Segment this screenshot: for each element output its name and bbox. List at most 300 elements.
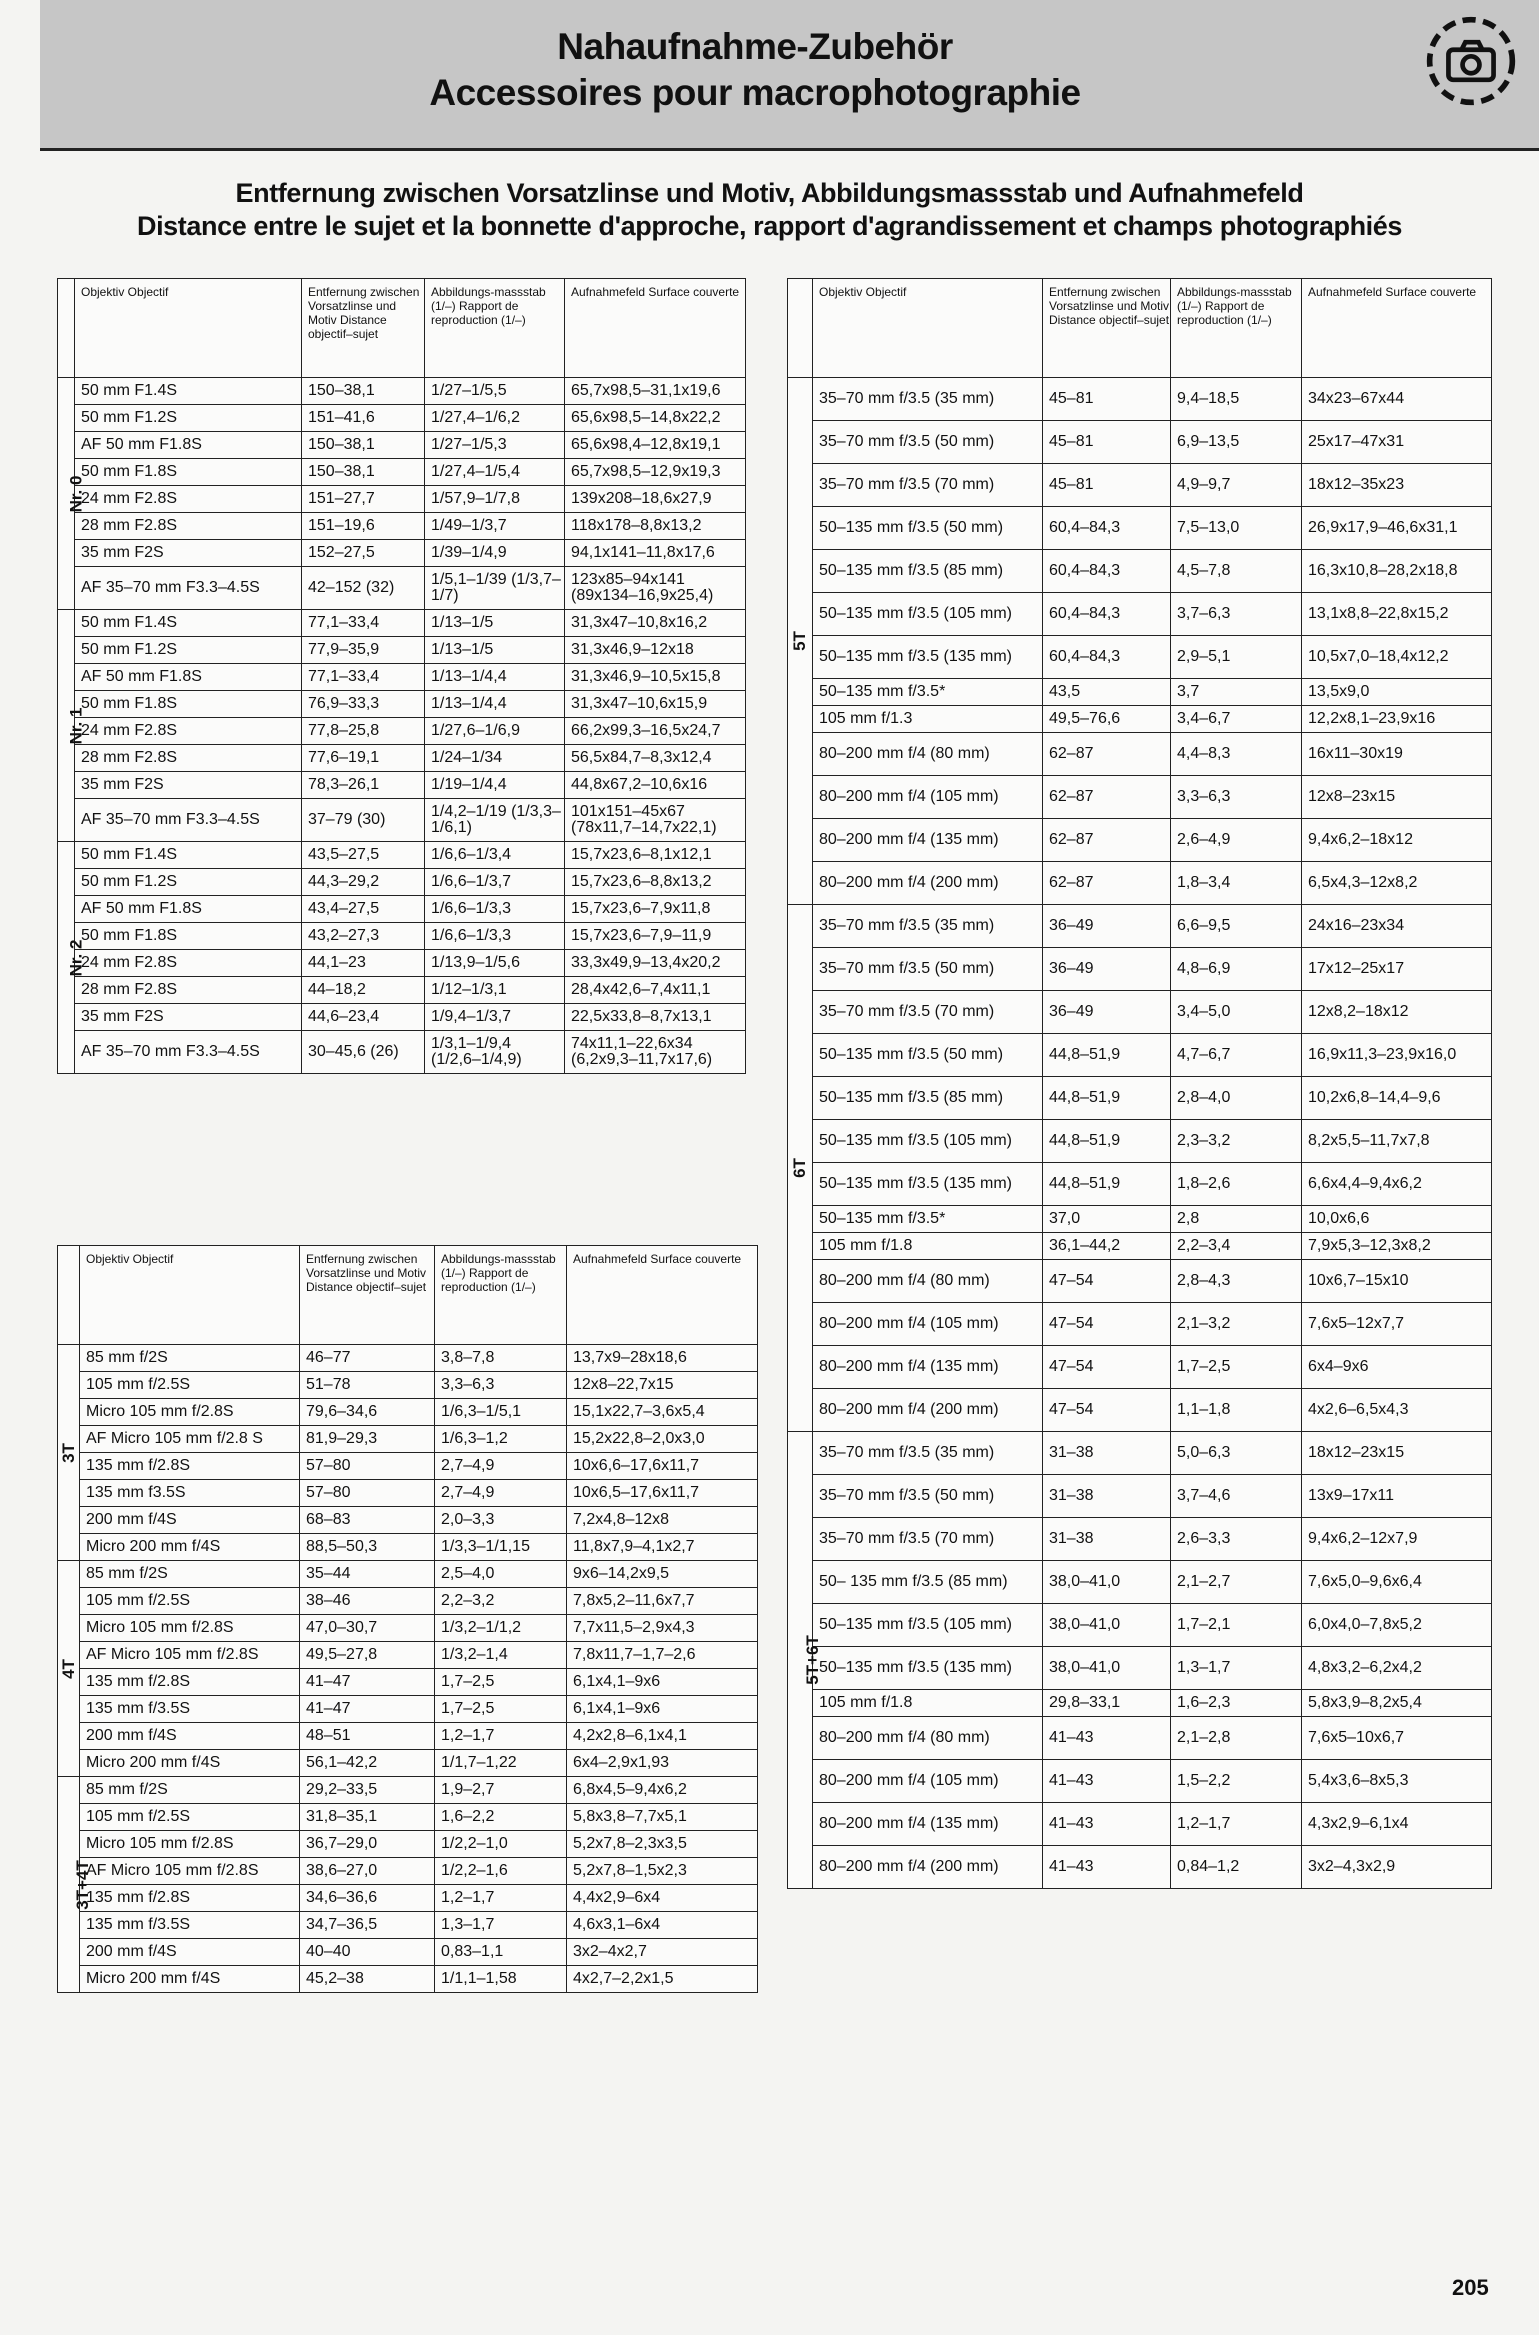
cell-field: 4x2,7–2,2x1,5: [567, 1966, 758, 1993]
cell-field: 5,8x3,9–8,2x5,4: [1302, 1690, 1492, 1717]
cell-distance: 150–38,1: [302, 378, 425, 405]
cell-objective: 80–200 mm f/4 (200 mm): [813, 1389, 1043, 1432]
cell-ratio: 1,9–2,7: [435, 1777, 567, 1804]
table-row: [58, 745, 746, 772]
cell-ratio: 2,7–4,9: [435, 1453, 567, 1480]
cell-ratio: 2,9–5,1: [1171, 636, 1302, 679]
cell-ratio: 3,3–6,3: [1171, 776, 1302, 819]
cell-ratio: 1/2,2–1,6: [435, 1858, 567, 1885]
table-row: [58, 1885, 758, 1912]
cell-field: 18x12–35x23: [1302, 464, 1492, 507]
cell-field: 7,6x5–12x7,7: [1302, 1303, 1492, 1346]
cell-ratio: 2,8–4,3: [1171, 1260, 1302, 1303]
cell-ratio: 2,6–4,9: [1171, 819, 1302, 862]
table-row: [788, 991, 1492, 1034]
cell-field: 15,7x23,6–7,9–11,9: [565, 923, 746, 950]
group-label-text: 5T: [790, 631, 809, 651]
cell-field: 15,2x22,8–2,0x3,0: [567, 1426, 758, 1453]
cell-field: 123x85–94x141 (89x134–16,9x25,4): [565, 567, 746, 610]
table-row: [788, 1803, 1492, 1846]
cell-objective: 50–135 mm f/3.5 (105 mm): [813, 593, 1043, 636]
table-row: [58, 869, 746, 896]
table-row: [58, 432, 746, 459]
cell-objective: 80–200 mm f/4 (105 mm): [813, 776, 1043, 819]
cell-ratio: 1/24–1/34: [425, 745, 565, 772]
cell-distance: 62–87: [1043, 862, 1171, 905]
cell-objective: AF 35–70 mm F3.3–4.5S: [75, 799, 302, 842]
cell-field: 6,6x4,4–9,4x6,2: [1302, 1163, 1492, 1206]
cell-field: 56,5x84,7–8,3x12,4: [565, 745, 746, 772]
cell-objective: 35–70 mm f/3.5 (35 mm): [813, 378, 1043, 421]
page-title-de: Nahaufnahme-Zubehör: [557, 26, 953, 67]
cell-ratio: 2,5–4,0: [435, 1561, 567, 1588]
cell-objective: 50–135 mm f/3.5 (50 mm): [813, 1034, 1043, 1077]
table-row: [58, 1750, 758, 1777]
cell-distance: 44,6–23,4: [302, 1004, 425, 1031]
group-label-text: 3T: [58, 1442, 78, 1463]
cell-distance: 47–54: [1043, 1389, 1171, 1432]
cell-ratio: 3,4–5,0: [1171, 991, 1302, 1034]
cell-ratio: 4,7–6,7: [1171, 1034, 1302, 1077]
cell-distance: 60,4–84,3: [1043, 636, 1171, 679]
table-row: [788, 1475, 1492, 1518]
table-row: [788, 1206, 1492, 1233]
cell-ratio: 1,7–2,5: [435, 1669, 567, 1696]
cell-distance: 31–38: [1043, 1475, 1171, 1518]
table-header-row: [788, 279, 1492, 378]
cell-field: 13,5x9,0: [1302, 679, 1492, 706]
cell-ratio: 1,7–2,1: [1171, 1604, 1302, 1647]
cell-field: 10x6,6–17,6x11,7: [567, 1453, 758, 1480]
table-row: [788, 507, 1492, 550]
cell-ratio: 1/27,4–1/6,2: [425, 405, 565, 432]
cell-ratio: 1,3–1,7: [1171, 1647, 1302, 1690]
cell-ratio: 9,4–18,5: [1171, 378, 1302, 421]
cell-objective: AF 50 mm F1.8S: [75, 432, 302, 459]
cell-field: 10,0x6,6: [1302, 1206, 1492, 1233]
cell-ratio: 4,9–9,7: [1171, 464, 1302, 507]
cell-field: 7,8x5,2–11,6x7,7: [567, 1588, 758, 1615]
cell-ratio: 1/6,6–1/3,4: [425, 842, 565, 869]
table-row: [788, 679, 1492, 706]
group-label-text: 6T: [790, 1158, 809, 1178]
table-row: [58, 1777, 758, 1804]
cell-ratio: 1,6–2,3: [1171, 1690, 1302, 1717]
cell-distance: 34,7–36,5: [300, 1912, 435, 1939]
cell-objective: 50–135 mm f/3.5 (50 mm): [813, 507, 1043, 550]
cell-distance: 57–80: [300, 1453, 435, 1480]
cell-objective: 50–135 mm f/3.5 (135 mm): [813, 1163, 1043, 1206]
cell-objective: 50–135 mm f/3.5 (105 mm): [813, 1604, 1043, 1647]
group-label-text: Nr. 1: [66, 707, 86, 744]
cell-distance: 41–43: [1043, 1803, 1171, 1846]
cell-ratio: 1/57,9–1/7,8: [425, 486, 565, 513]
cell-distance: 76,9–33,3: [302, 691, 425, 718]
cell-objective: 105 mm f/2.5S: [80, 1804, 300, 1831]
cell-ratio: 5,0–6,3: [1171, 1432, 1302, 1475]
cell-distance: 60,4–84,3: [1043, 593, 1171, 636]
cell-ratio: 1/1,1–1,58: [435, 1966, 567, 1993]
col-distance: Entfernung zwischen Vorsatzlinse und Motiv Distance objectif–sujet: [302, 279, 425, 378]
col-objective: Objektiv Objectif: [75, 279, 302, 378]
cell-field: 31,3x47–10,6x15,9: [565, 691, 746, 718]
cell-distance: 46–77: [300, 1345, 435, 1372]
cell-ratio: 2,6–3,3: [1171, 1518, 1302, 1561]
table-row: [58, 1031, 746, 1074]
table-row: [788, 1432, 1492, 1475]
table-row: [58, 1426, 758, 1453]
cell-distance: 38–46: [300, 1588, 435, 1615]
cell-ratio: 1/6,3–1,2: [435, 1426, 567, 1453]
cell-field: 8,2x5,5–11,7x7,8: [1302, 1120, 1492, 1163]
cell-distance: 43,4–27,5: [302, 896, 425, 923]
cell-objective: 28 mm F2.8S: [75, 745, 302, 772]
cell-objective: Micro 105 mm f/2.8S: [80, 1615, 300, 1642]
table-zoom-lenses: [787, 278, 1492, 1889]
cell-field: 6,0x4,0–7,8x5,2: [1302, 1604, 1492, 1647]
cell-objective: 50 mm F1.8S: [75, 691, 302, 718]
group-label: [58, 1777, 92, 1993]
group-label: [58, 378, 86, 610]
cell-ratio: 1,5–2,2: [1171, 1760, 1302, 1803]
cell-ratio: 2,1–2,7: [1171, 1561, 1302, 1604]
cell-field: 66,2x99,3–16,5x24,7: [565, 718, 746, 745]
cell-ratio: 1/27,4–1/5,4: [425, 459, 565, 486]
cell-distance: 29,8–33,1: [1043, 1690, 1171, 1717]
cell-distance: 41–43: [1043, 1760, 1171, 1803]
cell-objective: Micro 200 mm f/4S: [80, 1750, 300, 1777]
cell-objective: 80–200 mm f/4 (200 mm): [813, 862, 1043, 905]
table-row: [788, 421, 1492, 464]
cell-objective: 50–135 mm f/3.5 (135 mm): [813, 636, 1043, 679]
cell-ratio: 2,8: [1171, 1206, 1302, 1233]
cell-distance: 152–27,5: [302, 540, 425, 567]
cell-distance: 48–51: [300, 1723, 435, 1750]
cell-distance: 30–45,6 (26): [302, 1031, 425, 1074]
col-field: Aufnahmefeld Surface couverte: [565, 279, 746, 378]
table-row: [58, 1966, 758, 1993]
cell-objective: AF Micro 105 mm f/2.8 S: [80, 1426, 300, 1453]
cell-objective: 50 mm F1.2S: [75, 405, 302, 432]
table-row: [58, 637, 746, 664]
table-row: [58, 1345, 758, 1372]
cell-field: 31,3x46,9–12x18: [565, 637, 746, 664]
table-row: [788, 1346, 1492, 1389]
cell-field: 6,1x4,1–9x6: [567, 1696, 758, 1723]
table-row: [788, 1846, 1492, 1889]
cell-objective: 35–70 mm f/3.5 (70 mm): [813, 1518, 1043, 1561]
cell-distance: 47,0–30,7: [300, 1615, 435, 1642]
cell-ratio: 2,0–3,3: [435, 1507, 567, 1534]
cell-objective: 200 mm f/4S: [80, 1507, 300, 1534]
cell-field: 118x178–8,8x13,2: [565, 513, 746, 540]
cell-field: 7,8x11,7–1,7–2,6: [567, 1642, 758, 1669]
cell-objective: 135 mm f/3.5S: [80, 1696, 300, 1723]
cell-field: 12x8–23x15: [1302, 776, 1492, 819]
table-row: [788, 1233, 1492, 1260]
table-row: [788, 1260, 1492, 1303]
table-row: [58, 1669, 758, 1696]
cell-field: 11,8x7,9–4,1x2,7: [567, 1534, 758, 1561]
cell-objective: 80–200 mm f/4 (80 mm): [813, 1717, 1043, 1760]
cell-ratio: 1/6,6–1/3,3: [425, 923, 565, 950]
cell-ratio: 1/27–1/5,3: [425, 432, 565, 459]
col-distance: Entfernung zwischen Vorsatzlinse und Motiv Distance objectif–sujet: [1043, 279, 1171, 378]
cell-objective: 80–200 mm f/4 (135 mm): [813, 1803, 1043, 1846]
cell-objective: 35–70 mm f/3.5 (35 mm): [813, 1432, 1043, 1475]
cell-distance: 34,6–36,6: [300, 1885, 435, 1912]
table-row: [58, 1723, 758, 1750]
cell-ratio: 1/6,6–1/3,3: [425, 896, 565, 923]
cell-field: 10x6,5–17,6x11,7: [567, 1480, 758, 1507]
table-row: [788, 1303, 1492, 1346]
cell-distance: 44,8–51,9: [1043, 1077, 1171, 1120]
cell-objective: AF 50 mm F1.8S: [75, 896, 302, 923]
cell-field: 101x151–45x67 (78x11,7–14,7x22,1): [565, 799, 746, 842]
cell-distance: 35–44: [300, 1561, 435, 1588]
cell-ratio: 1/27,6–1/6,9: [425, 718, 565, 745]
cell-field: 5,2x7,8–2,3x3,5: [567, 1831, 758, 1858]
cell-distance: 51–78: [300, 1372, 435, 1399]
table-row: [58, 896, 746, 923]
cell-objective: 28 mm F2.8S: [75, 977, 302, 1004]
table-row: [58, 799, 746, 842]
cell-field: 6,5x4,3–12x8,2: [1302, 862, 1492, 905]
page-title-fr: Accessoires pour macrophotographie: [429, 72, 1081, 113]
cell-objective: 24 mm F2.8S: [75, 486, 302, 513]
table-row: [58, 772, 746, 799]
cell-field: 15,7x23,6–7,9x11,8: [565, 896, 746, 923]
cell-ratio: 4,8–6,9: [1171, 948, 1302, 991]
cell-objective: 35–70 mm f/3.5 (70 mm): [813, 464, 1043, 507]
cell-objective: 135 mm f/2.8S: [80, 1453, 300, 1480]
cell-field: 13,1x8,8–22,8x15,2: [1302, 593, 1492, 636]
cell-objective: 50– 135 mm f/3.5 (85 mm): [813, 1561, 1043, 1604]
cell-field: 6,1x4,1–9x6: [567, 1669, 758, 1696]
cell-ratio: 0,83–1,1: [435, 1939, 567, 1966]
cell-distance: 44,8–51,9: [1043, 1034, 1171, 1077]
cell-ratio: 1/1,7–1,22: [435, 1750, 567, 1777]
cell-field: 5,2x7,8–1,5x2,3: [567, 1858, 758, 1885]
col-ratio: Abbildungs-massstab (1/–) Rapport de reproduction (1/–): [425, 279, 565, 378]
cell-ratio: 1/3,3–1/1,15: [435, 1534, 567, 1561]
table-row: [58, 1939, 758, 1966]
table-row: [58, 1004, 746, 1031]
group-label: [788, 905, 813, 1432]
cell-objective: 35 mm F2S: [75, 772, 302, 799]
group-label: [58, 1561, 80, 1777]
cell-distance: 47–54: [1043, 1303, 1171, 1346]
table-row: [788, 1760, 1492, 1803]
cell-objective: 105 mm f/2.5S: [80, 1588, 300, 1615]
table-row: [58, 459, 746, 486]
cell-distance: 57–80: [300, 1480, 435, 1507]
table-row: [788, 1690, 1492, 1717]
cell-ratio: 0,84–1,2: [1171, 1846, 1302, 1889]
cell-objective: Micro 105 mm f/2.8S: [80, 1831, 300, 1858]
table-row: [58, 405, 746, 432]
table-row: [58, 567, 746, 610]
cell-objective: 135 mm f/2.8S: [80, 1885, 300, 1912]
cell-distance: 37,0: [1043, 1206, 1171, 1233]
cell-field: 4,2x2,8–6,1x4,1: [567, 1723, 758, 1750]
cell-field: 6x4–2,9x1,93: [567, 1750, 758, 1777]
cell-ratio: 3,7–6,3: [1171, 593, 1302, 636]
cell-distance: 31,8–35,1: [300, 1804, 435, 1831]
cell-distance: 77,8–25,8: [302, 718, 425, 745]
cell-distance: 40–40: [300, 1939, 435, 1966]
cell-field: 139x208–18,6x27,9: [565, 486, 746, 513]
cell-ratio: 2,1–2,8: [1171, 1717, 1302, 1760]
table-row: [58, 1831, 758, 1858]
cell-ratio: 1,2–1,7: [435, 1723, 567, 1750]
cell-distance: 44,1–23: [302, 950, 425, 977]
cell-ratio: 3,4–6,7: [1171, 706, 1302, 733]
cell-field: 13x9–17x11: [1302, 1475, 1492, 1518]
cell-distance: 81,9–29,3: [300, 1426, 435, 1453]
cell-objective: 50 mm F1.4S: [75, 610, 302, 637]
cell-ratio: 1,2–1,7: [1171, 1803, 1302, 1846]
table-row: [58, 540, 746, 567]
table-row: [58, 923, 746, 950]
cell-distance: 36–49: [1043, 905, 1171, 948]
cell-ratio: 2,3–3,2: [1171, 1120, 1302, 1163]
cell-distance: 47–54: [1043, 1346, 1171, 1389]
cell-objective: 35 mm F2S: [75, 1004, 302, 1031]
cell-distance: 151–27,7: [302, 486, 425, 513]
cell-distance: 77,1–33,4: [302, 610, 425, 637]
table-row: [58, 1858, 758, 1885]
table-row: [58, 977, 746, 1004]
col-objective: Objektiv Objectif: [813, 279, 1043, 378]
cell-objective: AF 35–70 mm F3.3–4.5S: [75, 567, 302, 610]
cell-ratio: 1,8–2,6: [1171, 1163, 1302, 1206]
cell-ratio: 1,7–2,5: [435, 1696, 567, 1723]
cell-ratio: 6,6–9,5: [1171, 905, 1302, 948]
cell-distance: 41–43: [1043, 1846, 1171, 1889]
cell-field: 5,4x3,6–8x5,3: [1302, 1760, 1492, 1803]
table-row: [788, 905, 1492, 948]
cell-distance: 150–38,1: [302, 432, 425, 459]
cell-ratio: 1/19–1/4,4: [425, 772, 565, 799]
cell-ratio: 1/13–1/5: [425, 610, 565, 637]
table-row: [58, 1615, 758, 1642]
cell-objective: 135 mm f/3.5S: [80, 1912, 300, 1939]
cell-distance: 43,5–27,5: [302, 842, 425, 869]
cell-objective: Micro 200 mm f/4S: [80, 1966, 300, 1993]
table-close-up-lenses: [57, 278, 746, 1074]
cell-distance: 79,6–34,6: [300, 1399, 435, 1426]
group-label: [788, 378, 813, 905]
table-header-row: [58, 279, 746, 378]
table-header-row: [58, 1246, 758, 1345]
cell-objective: 80–200 mm f/4 (200 mm): [813, 1846, 1043, 1889]
cell-field: 7,6x5,0–9,6x6,4: [1302, 1561, 1492, 1604]
cell-ratio: 3,8–7,8: [435, 1345, 567, 1372]
cell-ratio: 1/6,3–1/5,1: [435, 1399, 567, 1426]
cell-ratio: 1/49–1/3,7: [425, 513, 565, 540]
cell-field: 28,4x42,6–7,4x11,1: [565, 977, 746, 1004]
cell-field: 22,5x33,8–8,7x13,1: [565, 1004, 746, 1031]
table-row: [58, 378, 746, 405]
cell-field: 4,6x3,1–6x4: [567, 1912, 758, 1939]
cell-ratio: 1/13–1/4,4: [425, 691, 565, 718]
cell-field: 33,3x49,9–13,4x20,2: [565, 950, 746, 977]
group-label-text: 5T+6T: [802, 1635, 822, 1685]
cell-objective: 135 mm f3.5S: [80, 1480, 300, 1507]
table-row: [58, 486, 746, 513]
cell-field: 15,7x23,6–8,1x12,1: [565, 842, 746, 869]
cell-field: 13,7x9–28x18,6: [567, 1345, 758, 1372]
col-field: Aufnahmefeld Surface couverte: [1302, 279, 1492, 378]
cell-distance: 49,5–27,8: [300, 1642, 435, 1669]
cell-ratio: 2,2–3,4: [1171, 1233, 1302, 1260]
cell-objective: 35–70 mm f/3.5 (50 mm): [813, 948, 1043, 991]
cell-ratio: 1/4,2–1/19 (1/3,3–1/6,1): [425, 799, 565, 842]
group-label: [58, 1345, 80, 1561]
table-row: [58, 1480, 758, 1507]
table-row: [58, 1507, 758, 1534]
table-row: [58, 1399, 758, 1426]
cell-field: 31,3x46,9–10,5x15,8: [565, 664, 746, 691]
cell-distance: 38,0–41,0: [1043, 1604, 1171, 1647]
table-row: [788, 948, 1492, 991]
cell-field: 65,6x98,4–12,8x19,1: [565, 432, 746, 459]
cell-distance: 77,9–35,9: [302, 637, 425, 664]
table-row: [58, 1696, 758, 1723]
cell-field: 9,4x6,2–12x7,9: [1302, 1518, 1492, 1561]
cell-ratio: 2,1–3,2: [1171, 1303, 1302, 1346]
cell-ratio: 1/6,6–1/3,7: [425, 869, 565, 896]
cell-distance: 41–47: [300, 1669, 435, 1696]
cell-field: 15,1x22,7–3,6x5,4: [567, 1399, 758, 1426]
cell-ratio: 4,4–8,3: [1171, 733, 1302, 776]
camera-icon: [1424, 14, 1518, 108]
cell-ratio: 2,2–3,2: [435, 1588, 567, 1615]
cell-field: 7,7x11,5–2,9x4,3: [567, 1615, 758, 1642]
cell-objective: 200 mm f/4S: [80, 1723, 300, 1750]
table-row: [788, 636, 1492, 679]
cell-distance: 44–18,2: [302, 977, 425, 1004]
cell-field: 7,6x5–10x6,7: [1302, 1717, 1492, 1760]
section-title-de: Entfernung zwischen Vorsatzlinse und Motiv, Abbildungsmassstab und Aufnahmefeld: [235, 178, 1304, 208]
cell-distance: 42–152 (32): [302, 567, 425, 610]
cell-field: 16,9x11,3–23,9x16,0: [1302, 1034, 1492, 1077]
cell-objective: 85 mm f/2S: [80, 1777, 300, 1804]
col-group: [58, 1246, 80, 1345]
cell-ratio: 3,3–6,3: [435, 1372, 567, 1399]
cell-field: 12x8–22,7x15: [567, 1372, 758, 1399]
cell-ratio: 1,7–2,5: [1171, 1346, 1302, 1389]
group-label: [788, 1432, 822, 1889]
cell-objective: 50 mm F1.2S: [75, 637, 302, 664]
cell-objective: 105 mm f/1.3: [813, 706, 1043, 733]
cell-field: 10,5x7,0–18,4x12,2: [1302, 636, 1492, 679]
cell-distance: 36–49: [1043, 991, 1171, 1034]
cell-distance: 62–87: [1043, 776, 1171, 819]
table-row: [788, 1717, 1492, 1760]
cell-distance: 151–19,6: [302, 513, 425, 540]
cell-objective: 105 mm f/1.8: [813, 1690, 1043, 1717]
cell-ratio: 1/13–1/5: [425, 637, 565, 664]
cell-ratio: 1,6–2,2: [435, 1804, 567, 1831]
cell-field: 16x11–30x19: [1302, 733, 1492, 776]
cell-distance: 44,8–51,9: [1043, 1120, 1171, 1163]
section-title-fr: Distance entre le sujet et la bonnette d'approche, rapport d'agrandissement et champs photographiés: [136, 211, 1402, 241]
group-label-text: Nr. 2: [66, 939, 86, 976]
table-row: [58, 1588, 758, 1615]
table-row: [58, 1804, 758, 1831]
